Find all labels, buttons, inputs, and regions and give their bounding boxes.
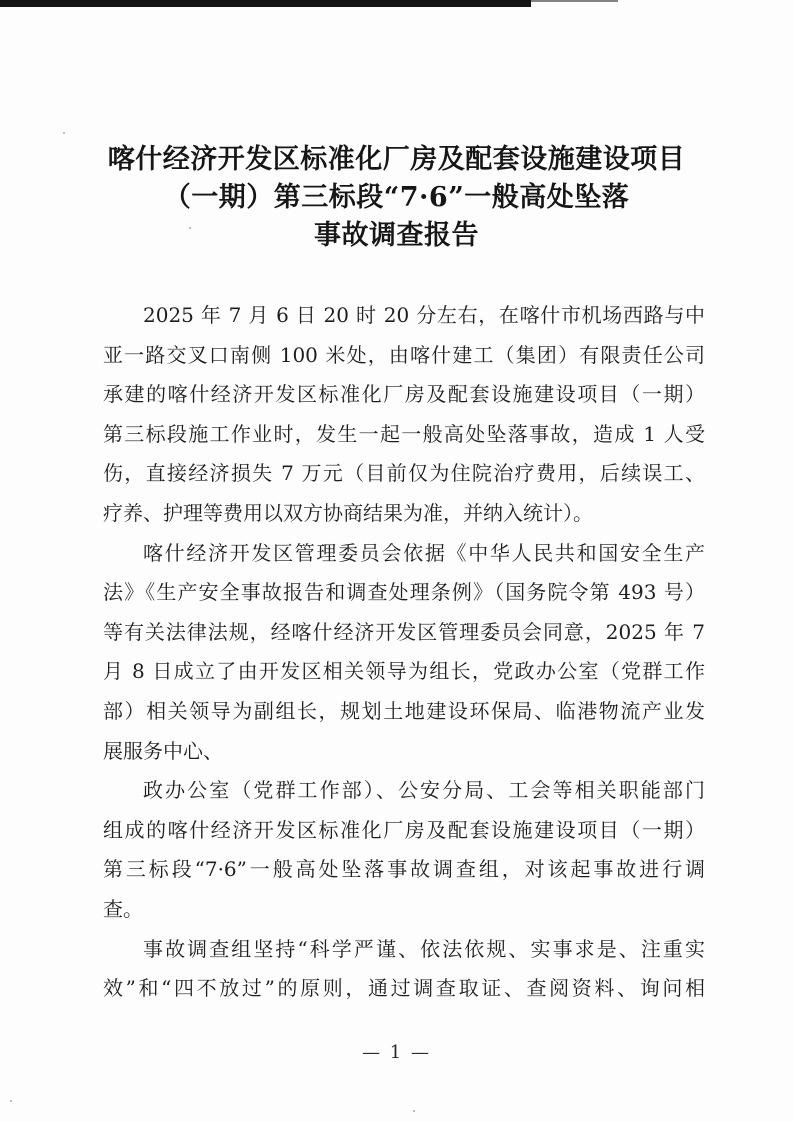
paragraph [103,296,705,534]
paragraph [103,771,705,929]
text-line: 政办公室（党群工作部）、公安分局、工会等相关职能部门 [143,778,705,803]
text-line: 第三标段施工作业时，发生一起一般高处坠落事故，造成 1 人受 [103,421,705,446]
text-line: 疗养、护理等费用以双方协商结果为准，并纳入统计）。 [103,500,593,525]
document-title [0,141,793,255]
text-line: 组成的喀什经济开发区标准化厂房及配套设施建设项目（一期） [103,817,705,842]
scan-speckle [63,132,65,134]
text-line: 法》《生产安全事故报告和调查处理条例》（国务院令第 493 号） [103,580,705,605]
document-title-line-1: 喀什经济开发区标准化厂房及配套设施建设项目 [107,144,686,175]
text-line: 喀什经济开发区管理委员会依据《中华人民共和国安全生产 [143,540,705,565]
scan-speckle [413,1110,415,1112]
text-line: 月 8 日成立了由开发区相关领导为组长，党政办公室（党群工作 [103,659,705,684]
page-number: — 1 — [362,1042,431,1063]
document-title-line-3: 事故调查报告 [314,220,479,251]
text-line: 等有关法律法规，经喀什经济开发区管理委员会同意，2025 年 7 [103,619,705,644]
text-line: 2025 年 7 月 6 日 20 时 20 分左右，在喀什市机场西路与中 [143,303,705,327]
scan-edge-artifact-bar [0,0,531,7]
text-line: 查。 [103,896,143,921]
document-body [103,296,705,1009]
text-line: 承建的喀什经济开发区标准化厂房及配套设施建设项目（一期） [103,382,705,407]
text-line: 展服务中心、 [103,738,223,763]
text-line: 亚一路交叉口南侧 100 米处，由喀什建工（集团）有限责任公司 [103,342,705,367]
scan-speckle [10,1100,12,1102]
paragraph [103,534,705,772]
text-line: 部）相关领导为副组长，规划土地建设环保局、临港物流产业发 [103,698,705,723]
text-line: 效”和“四不放过”的原则，通过调查取证、查阅资料、询问相 [103,976,705,1001]
text-line: 事故调查组坚持“科学严谨、依法依规、实事求是、注重实 [143,936,705,961]
paragraph [103,930,705,1009]
text-line: 伤，直接经济损失 7 万元（目前仅为住院治疗费用，后续误工、 [103,461,705,486]
document-title-line-2: （一期）第三标段“7·6”一般高处坠落 [163,182,630,213]
text-line: 第三标段“7·6”一般高处坠落事故调查组，对该起事故进行调 [103,857,705,882]
